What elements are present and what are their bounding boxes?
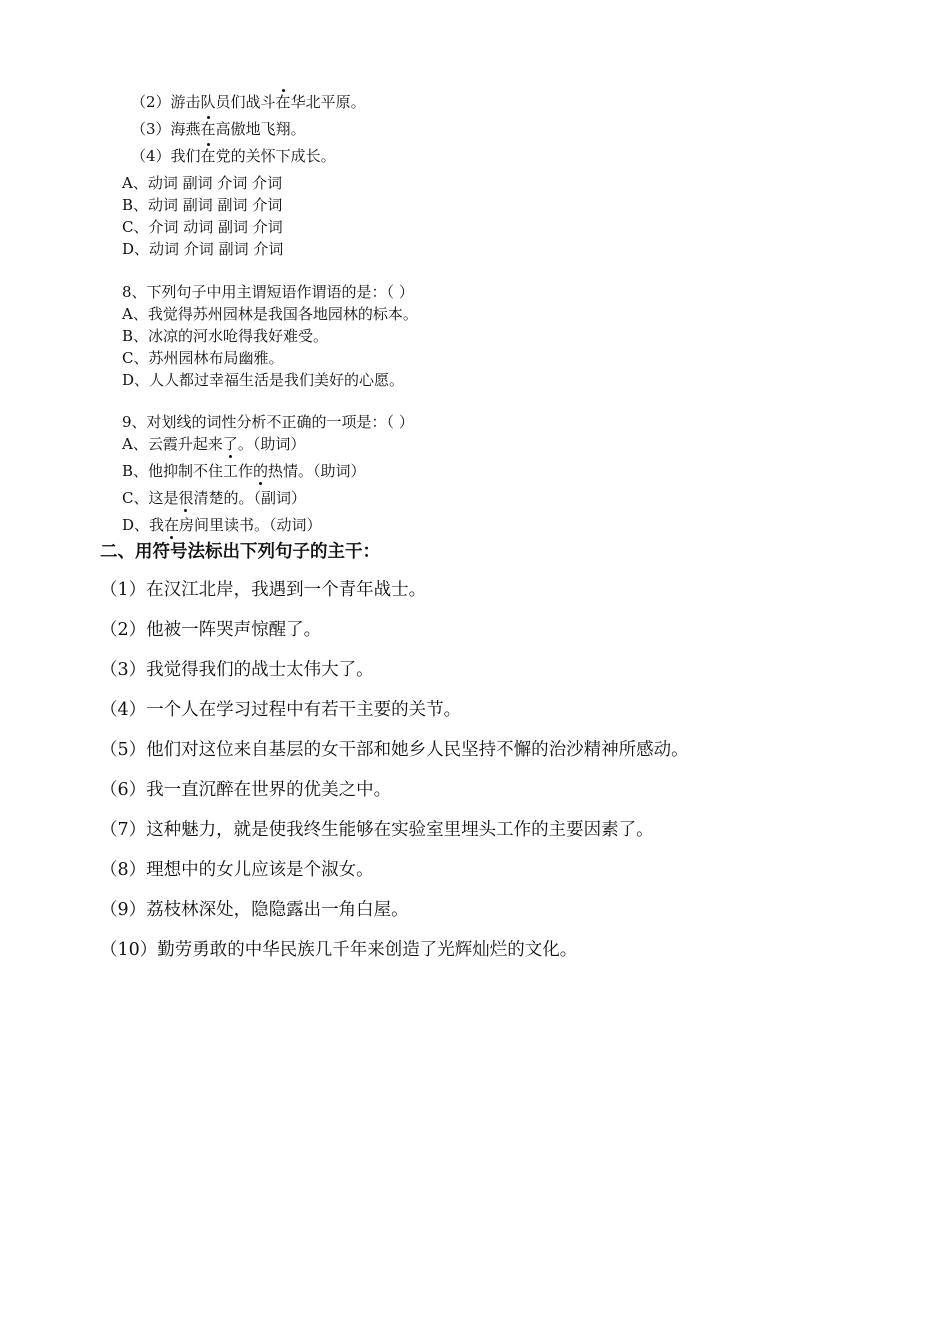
section-2-item-6: （6）我一直沉醉在世界的优美之中。 xyxy=(100,780,392,800)
q7-item-3-post: 高傲地飞翔。 xyxy=(215,120,306,138)
q9-option-d-pre: D、我 xyxy=(122,516,165,534)
q7-option-c: C、介词 动词 副词 介词 xyxy=(122,218,283,236)
q9-option-d-marked-word: 在 xyxy=(164,516,180,534)
q9-option-c-pre: C、这是 xyxy=(122,489,179,507)
q8-option-c: C、苏州园林布局幽雅。 xyxy=(122,349,284,367)
q9-option-a-post: 。（助词） xyxy=(237,435,306,453)
section-2-item-9: （9）荔枝林深处，隐隐露出一角白屋。 xyxy=(100,900,409,920)
q7-option-b: B、动词 副词 副词 介词 xyxy=(122,196,283,214)
q7-item-4-pre: （4）我们 xyxy=(131,147,201,165)
q7-item-4 xyxy=(131,146,336,166)
q7-item-2-pre: （2）游击队员们战斗 xyxy=(131,93,276,111)
section-2-item-3: （3）我觉得我们的战士太伟大了。 xyxy=(100,660,374,680)
q9-option-c xyxy=(122,488,306,508)
q8-stem: 8、下列句子中用主谓短语作谓语的是：（ ） xyxy=(122,283,414,301)
section-2-item-4: （4）一个人在学习过程中有若干主要的关节。 xyxy=(100,700,462,720)
q7-item-3 xyxy=(131,119,306,139)
q9-option-b-post: 热情。（助词） xyxy=(268,462,366,480)
q9-stem: 9、对划线的词性分析不正确的一项是：（ ） xyxy=(122,413,414,431)
q7-item-3-pre: （3）海燕 xyxy=(131,120,201,138)
q9-option-a-marked-word: 了 xyxy=(222,435,238,453)
q9-option-d-post: 房间里读书。（动词） xyxy=(179,516,322,534)
section-2-item-2: （2）他被一阵哭声惊醒了。 xyxy=(100,620,322,640)
q8-option-d: D、人人都过幸福生活是我们美好的心愿。 xyxy=(122,371,405,389)
q9-option-a xyxy=(122,434,305,454)
q9-option-b-marked-word: 的 xyxy=(253,462,269,480)
q9-option-c-post: 清楚的。（副词） xyxy=(193,489,307,507)
q8-option-b: B、冰凉的河水呛得我好难受。 xyxy=(122,327,329,345)
q9-option-a-pre: A、云霞升起来 xyxy=(122,435,223,453)
q9-option-b xyxy=(122,461,366,481)
section-2-item-8: （8）理想中的女儿应该是个淑女。 xyxy=(100,860,374,880)
section-2-heading: 二、用符号法标出下列句子的主干： xyxy=(100,542,380,562)
q9-option-c-marked-word: 很 xyxy=(178,489,194,507)
q7-item-4-marked-word: 在 xyxy=(200,147,216,165)
q7-item-2-marked-word: 在 xyxy=(275,93,291,111)
q8-option-a: A、我觉得苏州园林是我国各地园林的标本。 xyxy=(122,305,418,323)
q7-item-4-post: 党的关怀下成长。 xyxy=(215,147,336,165)
q7-option-a: A、动词 副词 介词 介词 xyxy=(122,174,283,192)
section-2-item-7: （7）这种魅力，就是使我终生能够在实验室里埋头工作的主要因素了。 xyxy=(100,820,654,840)
section-2-item-5: （5）他们对这位来自基层的女干部和她乡人民坚持不懈的治沙精神所感动。 xyxy=(100,740,689,760)
section-2-item-10: （10）勤劳勇敢的中华民族几千年来创造了光辉灿烂的文化。 xyxy=(100,940,578,960)
q7-item-2-post: 华北平原。 xyxy=(290,93,366,111)
q9-option-d xyxy=(122,515,322,535)
q7-option-d: D、动词 介词 副词 介词 xyxy=(122,240,284,258)
section-2-item-1: （1）在汉江北岸，我遇到一个青年战士。 xyxy=(100,580,427,600)
q7-item-2 xyxy=(131,92,366,112)
q9-option-b-pre: B、他抑制不住工作 xyxy=(122,462,254,480)
q7-item-3-marked-word: 在 xyxy=(200,120,216,138)
